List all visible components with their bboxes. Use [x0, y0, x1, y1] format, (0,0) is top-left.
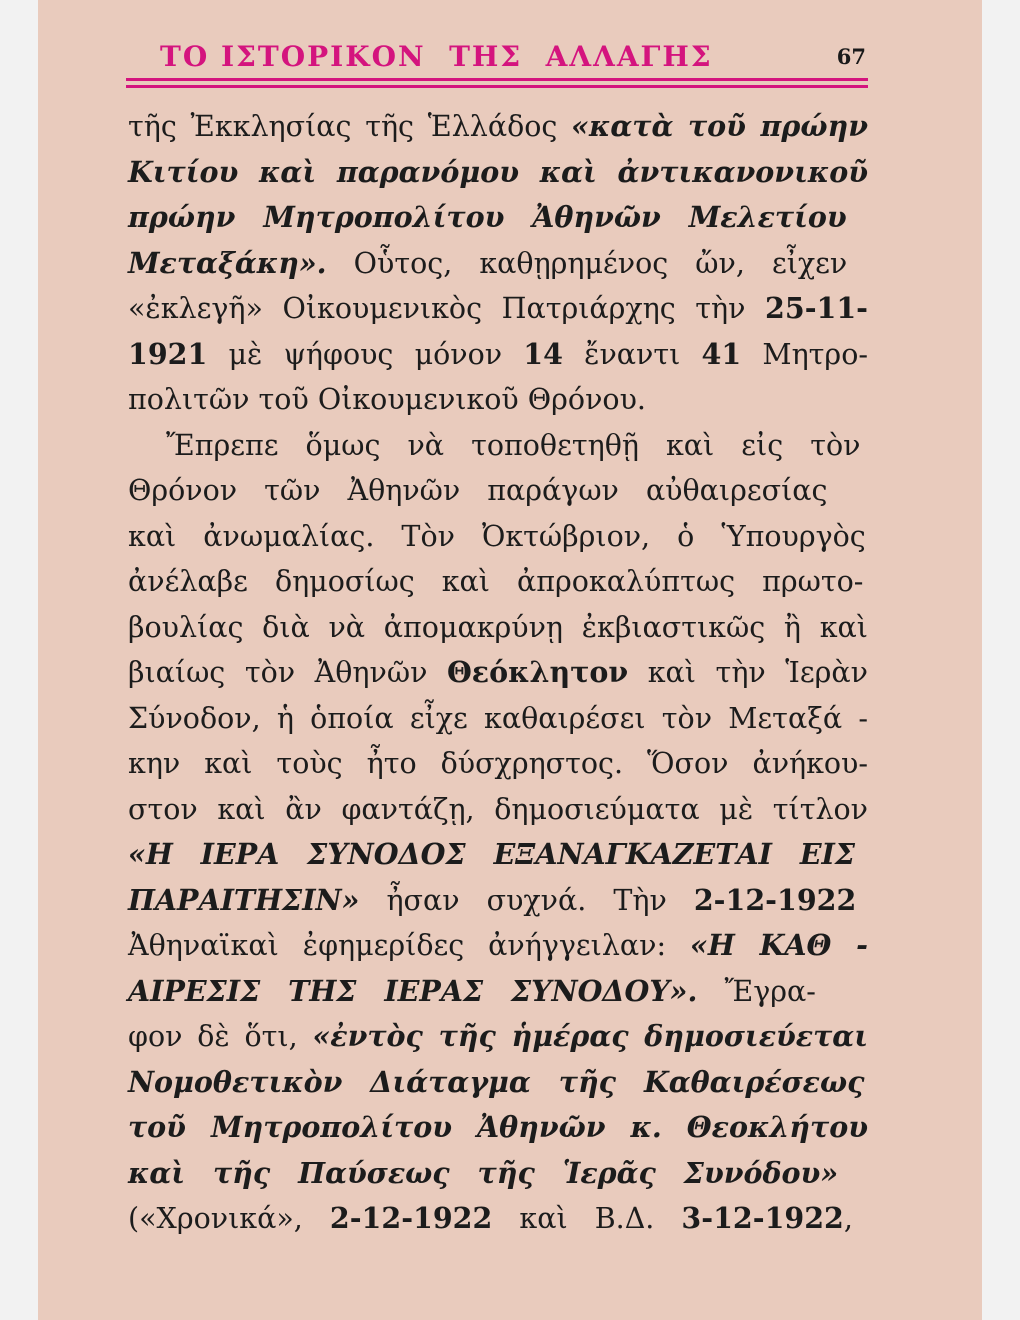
header-rule-bottom	[126, 85, 868, 88]
text-line: Νομοθετικὸν Διάταγμα τῆς Καθαιρέσεως	[128, 1064, 865, 1099]
text-line: βουλίας διὰ νὰ ἀπομακρύνῃ ἐκβιαστικῶς ἢ καὶ	[128, 610, 868, 644]
text-line: Ἔπρεπε ὅμως νὰ τοποθετηθῇ καὶ εἰς τὸν	[166, 428, 861, 462]
text-line: καὶ ἀνωμαλίας. Τὸν Ὀκτώβριον, ὁ Ὑπουργὸς	[128, 519, 866, 553]
text-line: φον δὲ ὅτι, «ἐντὸς τῆς ἡμέρας δημοσιεύεται	[128, 1019, 869, 1053]
text-line: Ἀθηναϊκαὶ ἐφημερίδες ἀνήγγειλαν: «Η ΚΑΘ -	[128, 928, 869, 962]
text-line: «ἐκλεγῆ» Οἰκουμενικὸς Πατριάρχης τὴν 25-11-	[128, 291, 869, 325]
text-line: καὶ τῆς Παύσεως τῆς Ἱερᾶς Συνόδου»	[128, 1155, 839, 1190]
body-text	[128, 104, 868, 1242]
text-line: στον καὶ ἂν φαντάζῃ, δημοσιεύματα μὲ τίτλον	[128, 792, 869, 826]
text-line: 1921 μὲ ψήφους μόνον 14 ἔναντι 41 Μητρο-	[128, 336, 868, 371]
text-line: («Χρονικά», 2-12-1922 καὶ Β.Δ. 3-12-1922,	[128, 1201, 853, 1235]
text-line: ἀνέλαβε δημοσίως καὶ ἀπροκαλύπτως πρωτο-	[128, 565, 864, 598]
text-line: τοῦ Μητροπολίτου Ἀθηνῶν κ. Θεοκλήτου	[128, 1110, 868, 1144]
running-title: ΤΟ ΙΣΤΟΡΙΚΟΝ ΤΗΣ ΑΛΛΑΓΗΣ	[160, 40, 713, 73]
text-line: Σύνοδον, ἡ ὁποία εἶχε καθαιρέσει τὸν Μεταξά -	[128, 701, 868, 735]
text-line: τῆς Ἐκκλησίας τῆς Ἑλλάδος «κατὰ τοῦ πρώην	[128, 109, 868, 143]
text-line: «Η ΙΕΡΑ ΣΥΝΟΔΟΣ ΕΞΑΝΑΓΚΑΖΕΤΑΙ ΕΙΣ	[128, 837, 856, 871]
text-line: κην καὶ τοὺς ἦτο δύσχρηστος. Ὅσον ἀνήκου-	[128, 747, 869, 780]
text-line: Κιτίου καὶ παρανόμου καὶ ἀντικανονικοῦ	[128, 154, 869, 189]
text-line: Θρόνον τῶν Ἀθηνῶν παράγων αὐθαιρεσίας	[128, 474, 828, 507]
page-number: 67	[836, 44, 866, 69]
header-rule-top	[126, 78, 868, 81]
text-line: πολιτῶν τοῦ Οἰκουμενικοῦ Θρόνου.	[128, 383, 646, 416]
text-line: ΠΑΡΑΙΤΗΣΙΝ» ἦσαν συχνά. Τὴν 2-12-1922	[128, 882, 857, 917]
text-line: ΑΙΡΕΣΙΣ ΤΗΣ ΙΕΡΑΣ ΣΥΝΟΔΟΥ». Ἔγρα-	[128, 973, 816, 1008]
text-line: Μεταξάκη». Οὗτος, καθῃρημένος ὤν, εἶχεν	[128, 245, 848, 280]
text-line: πρώην Μητροπολίτου Ἀθηνῶν Μελετίου	[128, 200, 847, 234]
page-header	[126, 40, 868, 80]
text-line: βιαίως τὸν Ἀθηνῶν Θεόκλητον καὶ τὴν Ἱερὰν	[128, 655, 868, 689]
